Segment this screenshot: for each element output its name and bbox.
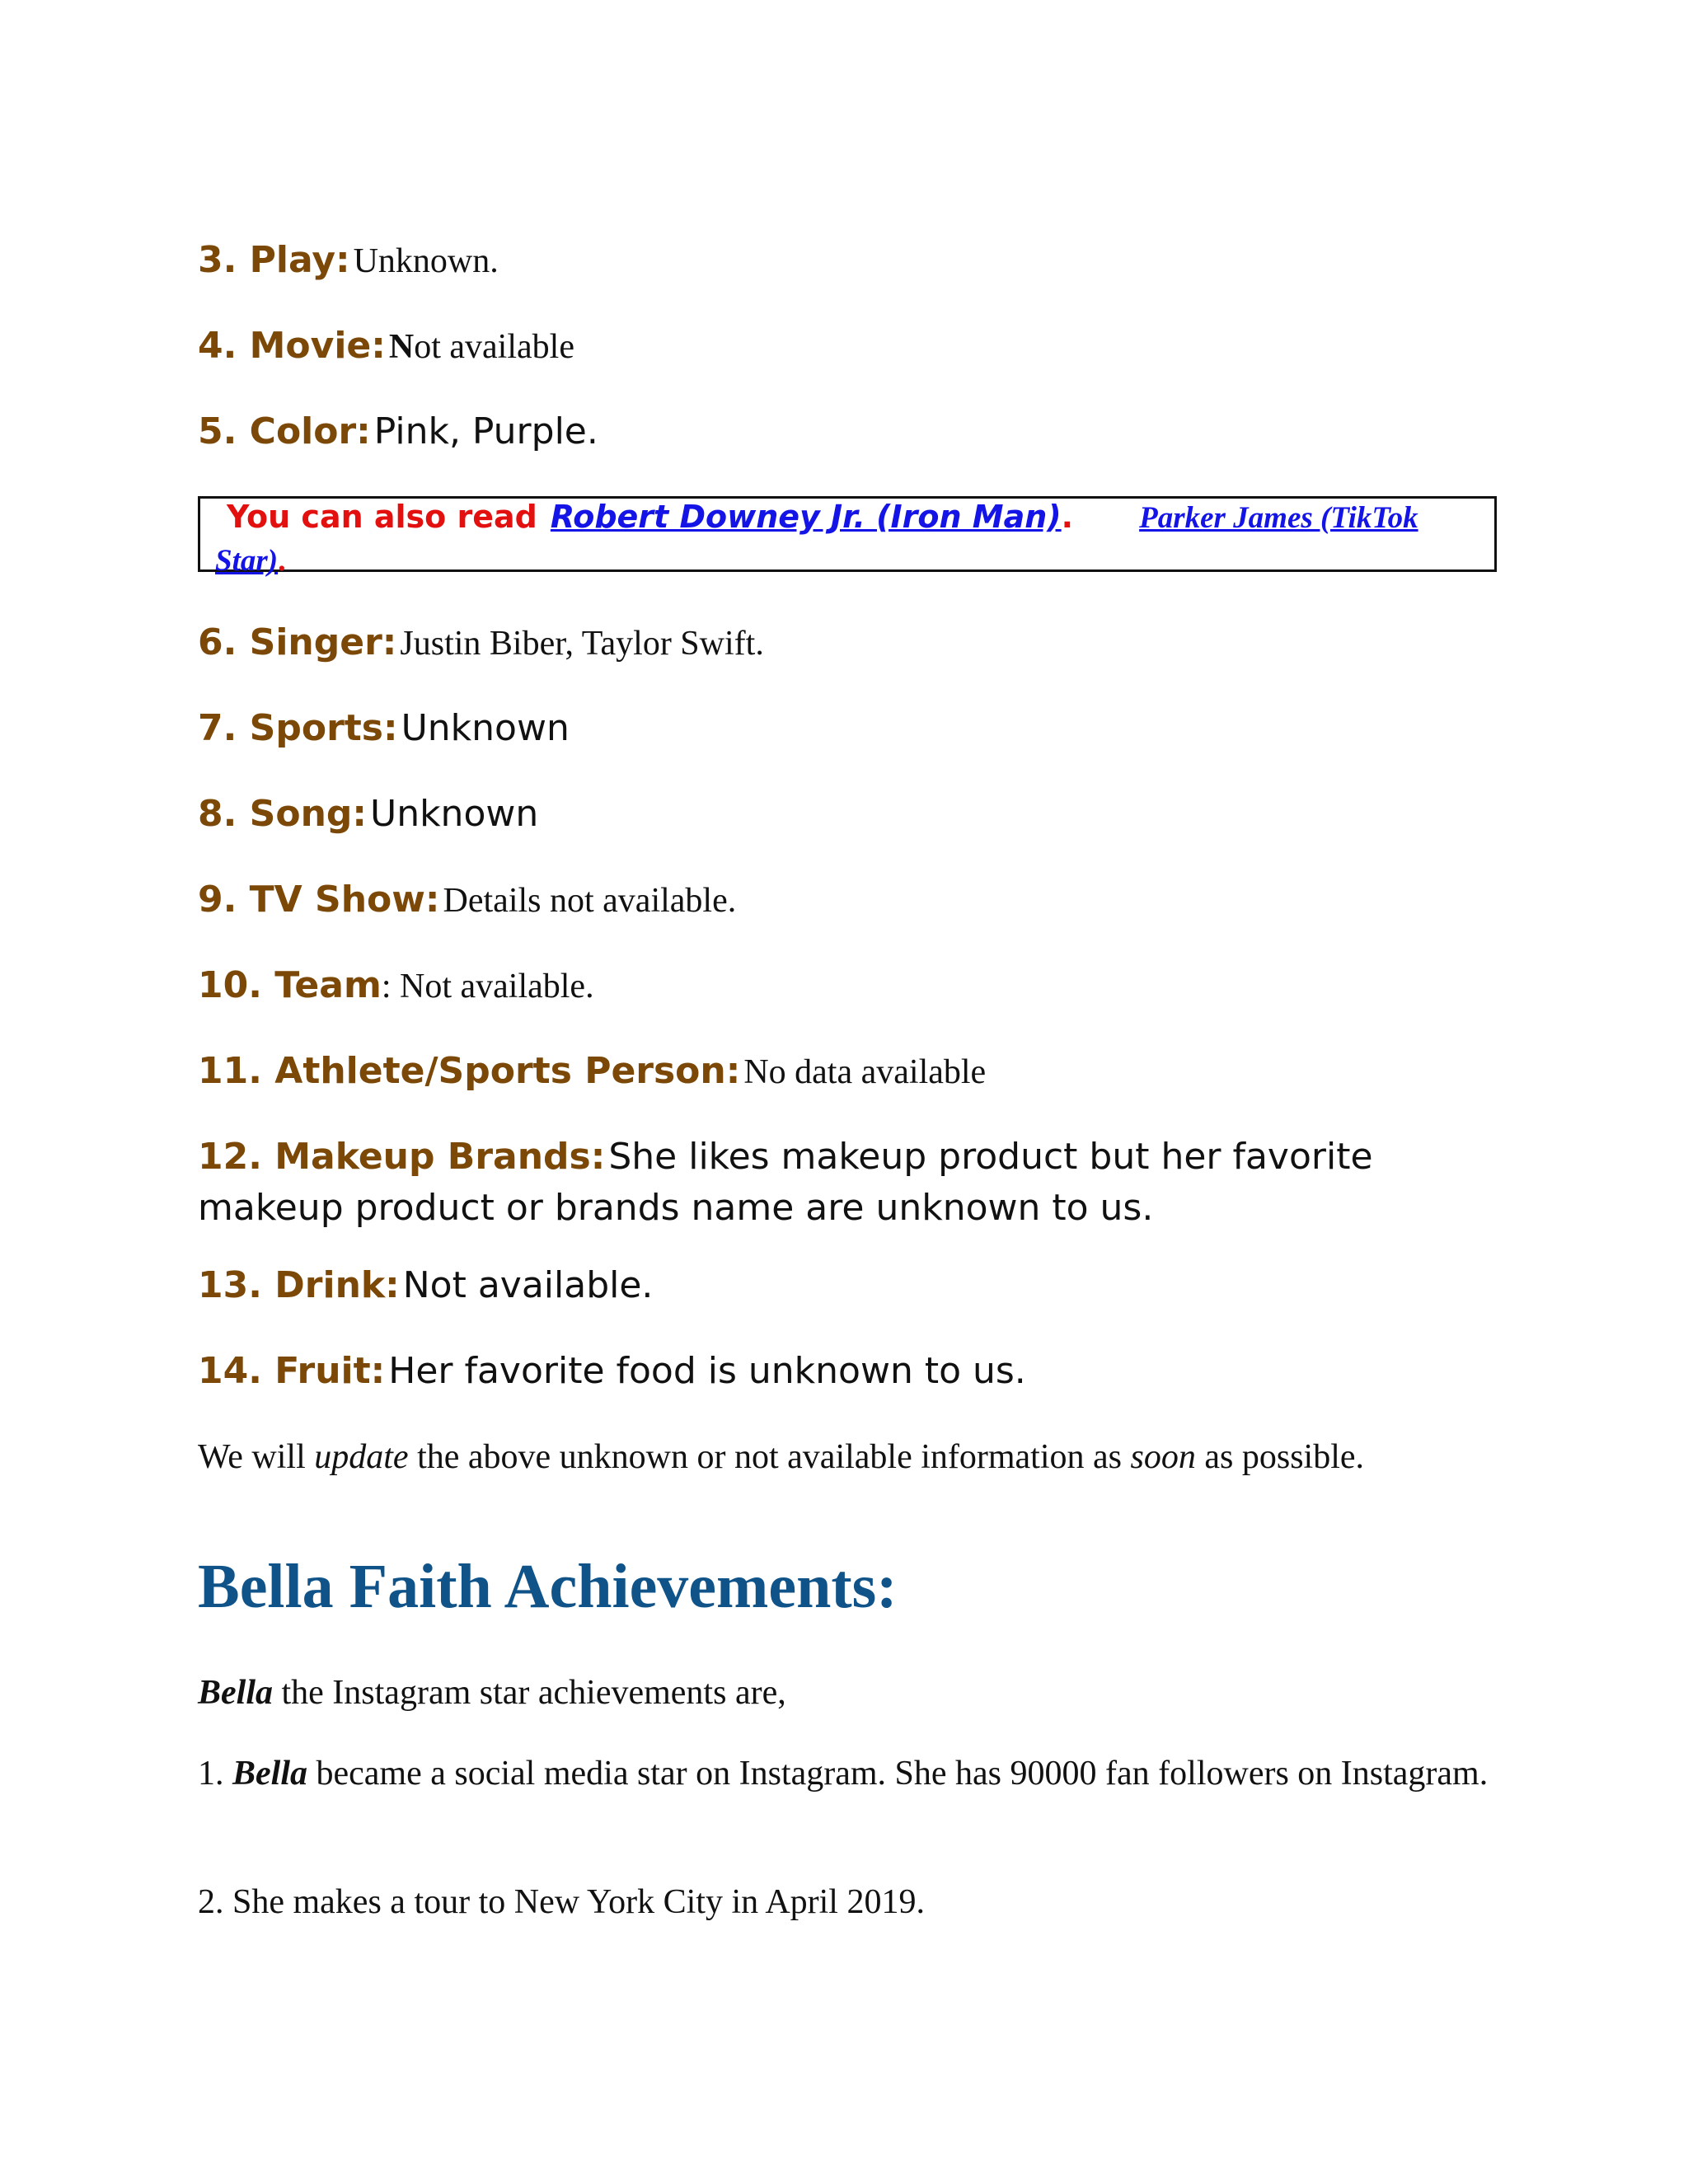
update-note-emphasis: update: [314, 1438, 409, 1476]
favorite-drink: [198, 1264, 653, 1315]
update-note-text: as possible.: [1195, 1438, 1365, 1476]
also-read-link-robert-downey[interactable]: Robert Downey Jr. (Iron Man): [550, 499, 1062, 535]
favorite-label: 14. Fruit:: [198, 1350, 386, 1392]
update-note-emphasis: soon: [1130, 1438, 1196, 1476]
favorite-value: Unknown: [401, 707, 570, 749]
achievement-text: 2. She makes a tour to New York City in April 2019.: [198, 1883, 925, 1921]
achievements-intro-text: the Instagram star achievements are,: [273, 1674, 786, 1712]
favorite-value-initial: N: [388, 328, 415, 366]
favorite-fruit: [198, 1350, 1026, 1401]
favorite-label: 6. Singer:: [198, 621, 397, 663]
bella-name: Bella: [232, 1755, 307, 1793]
favorite-team: [198, 964, 594, 1015]
favorite-color: [198, 410, 598, 462]
favorite-label: 3. Play:: [198, 239, 350, 281]
favorite-movie: [198, 325, 574, 376]
favorite-label: 11. Athlete/Sports Person:: [198, 1050, 741, 1092]
favorite-song: [198, 793, 538, 844]
favorite-value: Unknown.: [353, 242, 499, 280]
favorite-value: ot available: [414, 328, 574, 366]
favorite-label: 12. Makeup Brands:: [198, 1136, 606, 1178]
achievement-text: became a social media star on Instagram. She has 90000 fan followers on Instagram.: [307, 1755, 1489, 1793]
also-read-box: [198, 496, 1497, 578]
favorite-play: [198, 239, 499, 290]
favorite-value: Unknown: [369, 793, 539, 835]
also-read-separator: .: [1061, 499, 1074, 535]
achievement-item-1: [198, 1752, 1500, 1795]
favorite-value: Pink, Purple.: [373, 410, 598, 452]
favorite-label: 10. Team: [198, 964, 382, 1006]
favorite-label: 8. Song:: [198, 793, 367, 835]
favorite-value: Justin Biber, Taylor Swift.: [400, 625, 764, 663]
favorite-label: 4. Movie:: [198, 325, 386, 367]
update-note: [198, 1436, 1500, 1479]
favorite-tv-show: [198, 879, 736, 930]
also-read-end-dot: .: [278, 543, 286, 578]
favorite-athlete: [198, 1050, 986, 1101]
also-read-lead: You can also read: [227, 499, 537, 535]
bella-name: Bella: [198, 1674, 273, 1712]
favorite-label: 7. Sports:: [198, 707, 398, 749]
achievement-item-2: [198, 1881, 1500, 1924]
favorite-sports: [198, 707, 570, 758]
achievements-intro: [198, 1671, 1500, 1714]
favorite-label: 5. Color:: [198, 410, 371, 452]
achievements-heading: Bella Faith Achievements:: [198, 1552, 898, 1621]
favorite-value: : Not available.: [381, 968, 594, 1005]
achievement-number: 1.: [198, 1755, 232, 1793]
favorite-value: No data available: [743, 1053, 987, 1091]
also-read-link-parker-james[interactable]: Parker James (TikTok Star): [215, 501, 1418, 578]
update-note-text: We will: [198, 1438, 315, 1476]
favorite-label: 9. TV Show:: [198, 879, 440, 921]
favorite-label: 13. Drink:: [198, 1264, 400, 1306]
update-note-text: the above unknown or not available information as: [408, 1438, 1131, 1476]
favorite-makeup-brands: [198, 1136, 1484, 1238]
favorite-value: Details not available.: [443, 882, 737, 920]
favorite-value: She likes makeup product but her favorite makeup product or brands name are unknown to us.: [198, 1136, 1373, 1229]
favorite-singer: [198, 621, 764, 673]
favorite-value: Her favorite food is unknown to us.: [388, 1350, 1026, 1392]
favorite-value: Not available.: [402, 1264, 654, 1306]
